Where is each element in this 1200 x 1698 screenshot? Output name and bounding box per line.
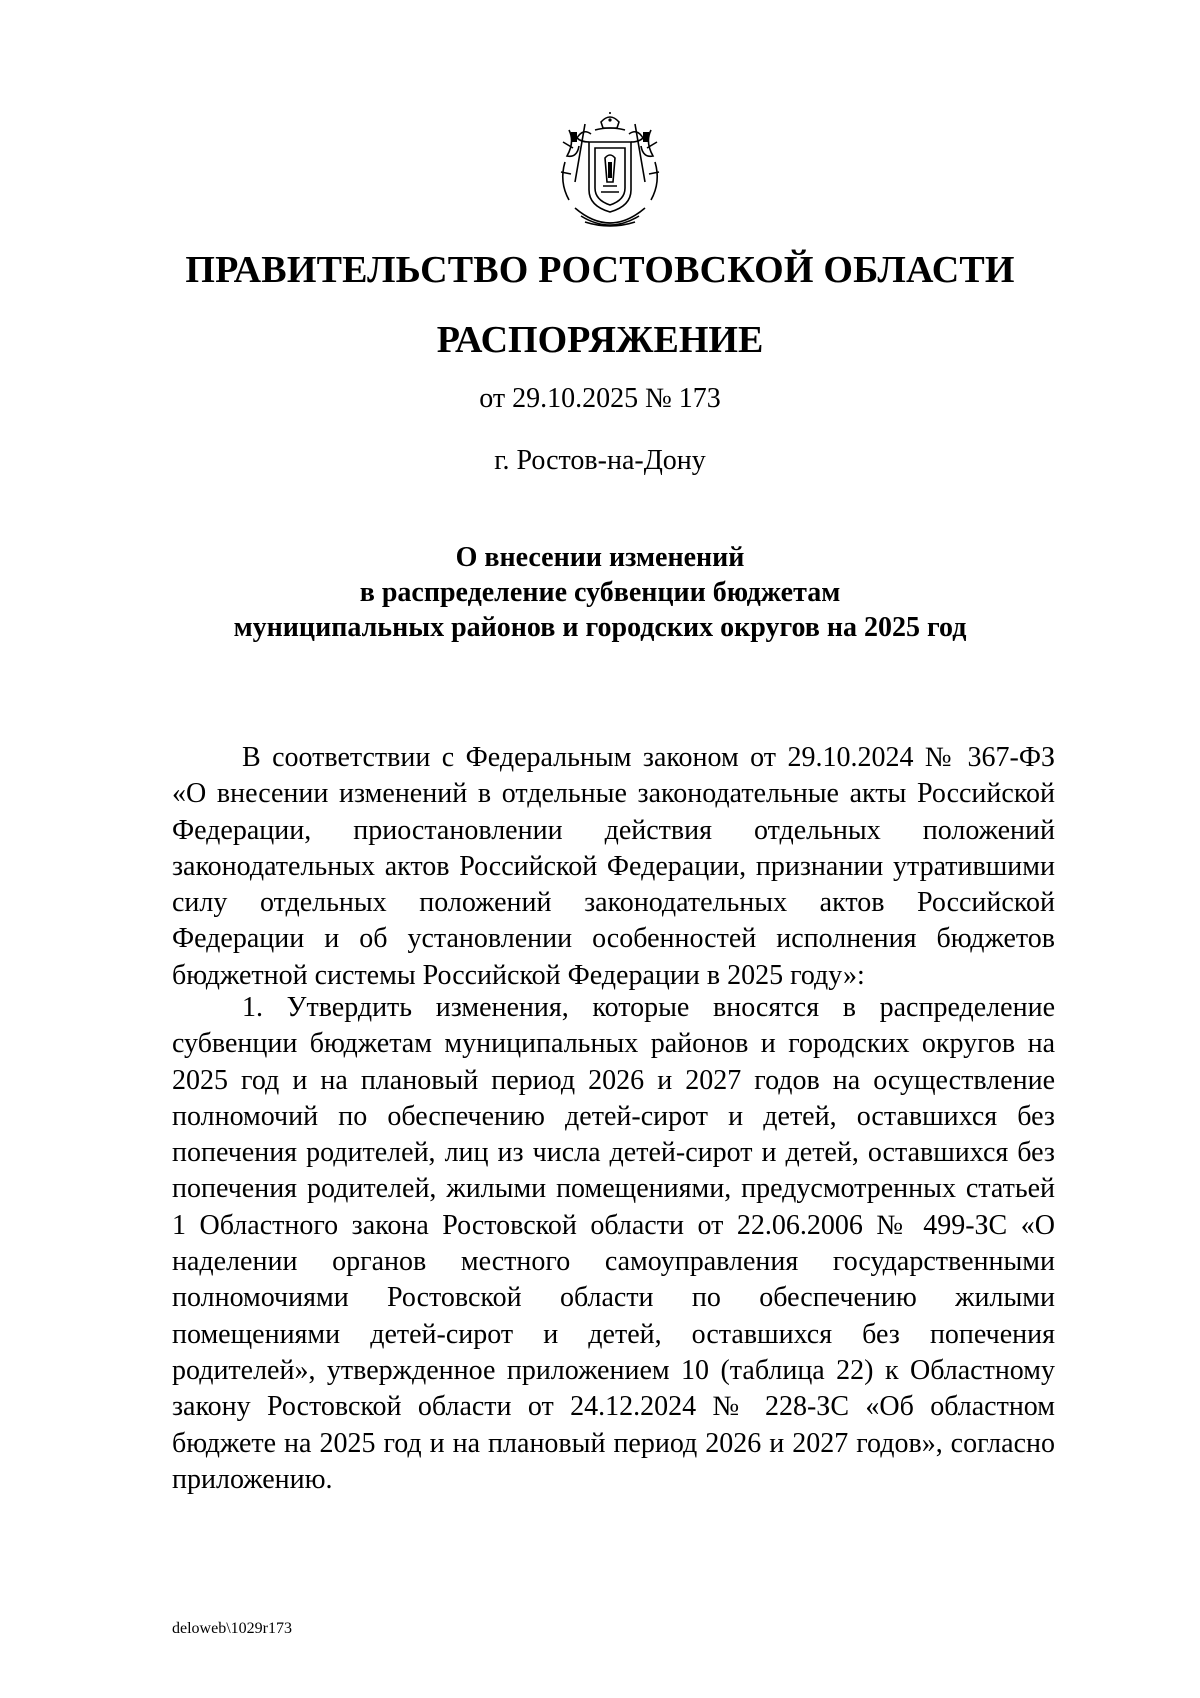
document-subject	[0, 540, 1200, 645]
subject-line: О внесении изменений	[455, 542, 745, 573]
document-type: РАСПОРЯЖЕНИЕ	[436, 319, 764, 361]
body-paragraph-item-1: 1. Утвердить изменения, которые вносятся в распределение субвенции бюджетам муниципальных районов и городских округов на 2025 год и на плановый период 2026 и 2027 годов на осуществление полномочий по обеспечению детей-сирот и детей, оставшихся без попечения родителей, лиц из числа детей-сирот и детей, оставшихся без попечения родителей, жилыми помещениями, предусмотренных статьей 1 Областного закона Ростовской области от 22.06.2006 № 499-ЗС «О наделении органов местного самоуправления государственными полномочиями Ростовской области по обеспечению жилыми помещениями детей-сирот и детей, оставшихся без попечения родителей», утвержденное приложением 10 (таблица 22) к Областному закону Ростовской области от 24.12.2024 № 228-ЗС «Об областном бюджете на 2025 год и на плановый период 2026 и 2027 годов», согласно приложению.	[172, 992, 1055, 1495]
document-date-number: от 29.10.2025 № 173	[479, 383, 721, 414]
subject-line: в распределение субвенции бюджетам	[359, 577, 841, 608]
government-title: ПРАВИТЕЛЬСТВО РОСТОВСКОЙ ОБЛАСТИ	[185, 249, 1015, 291]
coat-of-arms-icon	[555, 112, 665, 234]
document-city: г. Ростов-на-Дону	[494, 445, 706, 476]
subject-line: муниципальных районов и городских округов на 2025 год	[233, 612, 967, 643]
body-paragraph-preamble: В соответствии с Федеральным законом от 29.10.2024 № 367-ФЗ «О внесении изменений в отдельные законодательные акты Российской Федерации, приостановлении действия отдельных положений законодательных актов Российской Федерации, признании утратившими силу отдельных положений законодательных актов Российской Федерации и об установлении особенностей исполнения бюджетов бюджетной системы Российской Федерации в 2025 году»:	[172, 742, 1055, 991]
document-code: deloweb\1029r173	[172, 1620, 292, 1637]
